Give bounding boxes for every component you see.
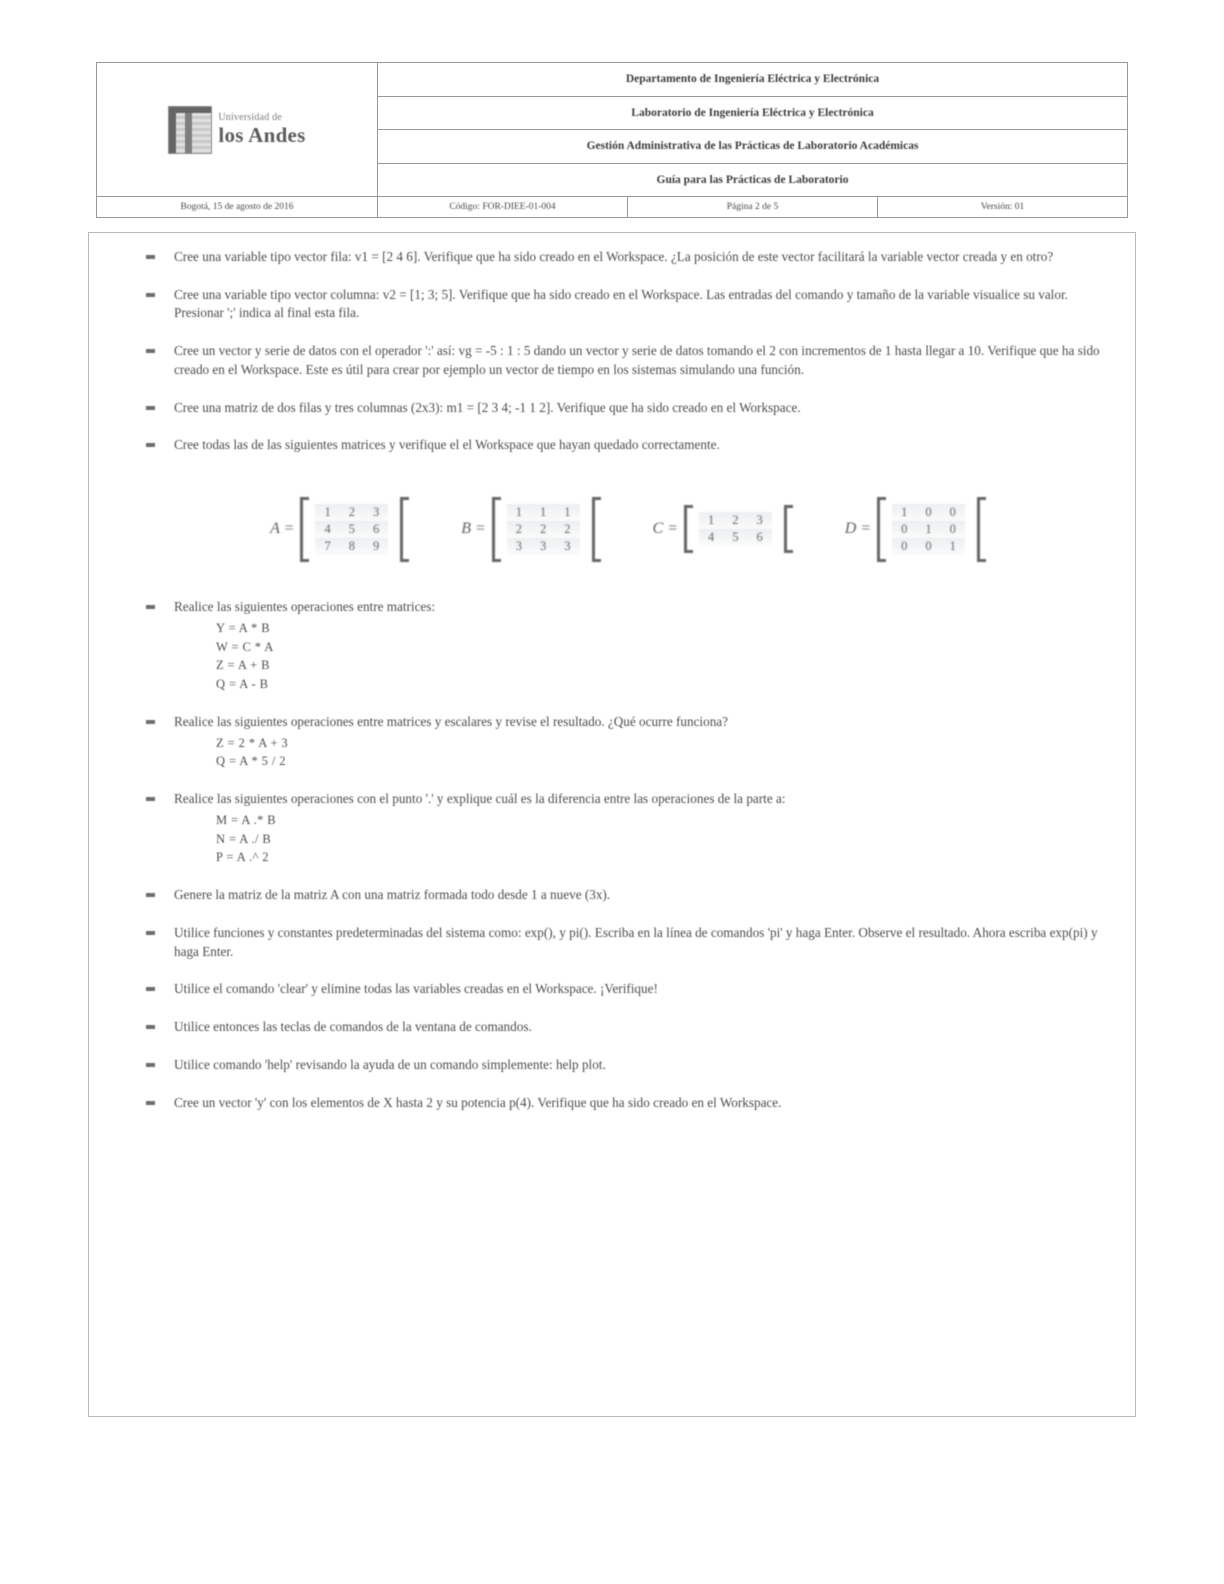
university-crest-icon [168, 106, 212, 154]
logo-line-2: los Andes [218, 122, 306, 147]
header-meta-page: Página 2 de 5 [628, 197, 878, 218]
instruction-list-bottom [130, 598, 1120, 1112]
matrix-a-body: 1 2 3 4 5 6 7 8 9 [300, 500, 403, 559]
sublines [216, 811, 1120, 867]
list-item: Cree una matriz de dos filas y tres columnas (2x3): m1 = [2 3 4; -1 1 2]. Verifique que ha sido creado en el Workspace. [130, 399, 1120, 418]
list-item: Utilice entonces las teclas de comandos de la ventana de comandos. [130, 1018, 1120, 1037]
subline: Q = A * 5 / 2 [216, 754, 286, 769]
list-item: Cree una variable tipo vector fila: v1 = [2 4 6]. Verifique que ha sido creado en el Workspace. ¿La posición de este vector facilitará la variable vector creada y en otro? [130, 248, 1120, 267]
subline: Y = A * B [216, 620, 270, 635]
document-content [130, 248, 1120, 1131]
header-title-1: Departamento de Ingeniería Eléctrica y Electrónica [378, 63, 1128, 97]
document-header-table [96, 62, 1128, 218]
sublines [216, 619, 1120, 694]
matrix-a-label: A = [270, 520, 295, 538]
instruction-list-top [130, 248, 1120, 455]
list-item-text: Realice las siguientes operaciones entre matrices y escalares y revise el resultado. ¿Qué ocurre funciona? [174, 713, 728, 729]
list-item: Genere la matriz de la matriz A con una matriz formada todo desde 1 a nueve (3x). [130, 886, 1120, 905]
matrix-c [653, 508, 787, 550]
header-meta-code: Código: FOR-DIEE-01-004 [378, 197, 628, 218]
header-meta-date: Bogotá, 15 de agosto de 2016 [97, 197, 378, 218]
matrix-b [461, 500, 594, 559]
list-item [130, 598, 1120, 694]
matrix-a [270, 500, 403, 559]
logo-cell [97, 63, 378, 197]
matrix-d-body: 1 0 0 0 1 0 0 0 1 [877, 500, 980, 559]
list-item: Cree un vector y serie de datos con el operador ':' así: vg = -5 : 1 : 5 dando un vector y serie de datos tomando el 2 con incrementos de 1 hasta llegar a 10. Verifique que ha sido creado en el Workspace. Este es útil para crear por ejemplo un vector de tiempo en los sistemas simulando una función. [130, 342, 1120, 379]
subline: Q = A - B [216, 677, 269, 692]
list-item: Cree todas las de las siguientes matrices y verifique el el Workspace que hayan quedado correctamente. [130, 436, 1120, 455]
subline: Z = 2 * A + 3 [216, 735, 289, 750]
subline: M = A .* B [216, 812, 277, 827]
header-meta-version: Versión: 01 [878, 197, 1128, 218]
list-item-text: Realice las siguientes operaciones entre matrices: [174, 599, 436, 615]
header-title-4: Guía para las Prácticas de Laboratorio [378, 163, 1128, 197]
matrix-c-label: C = [652, 520, 678, 538]
matrix-b-body: 1 1 1 2 2 2 3 3 3 [492, 500, 595, 559]
list-item [130, 713, 1120, 771]
list-item: Utilice funciones y constantes predeterminadas del sistema como: exp(), y pi(). Escriba en la línea de comandos 'pi' y haga Enter. Observe el resultado. Ahora escriba exp(pi) y haga Enter. [130, 924, 1120, 961]
list-item: Utilice el comando 'clear' y elimine todas las variables creadas en el Workspace. ¡Verifique! [130, 980, 1120, 999]
list-item [130, 790, 1120, 867]
matrices-figure [130, 474, 1120, 584]
matrix-c-body: 1 2 3 4 5 6 [684, 508, 787, 550]
list-item-text: Realice las siguientes operaciones con el punto '.' y explique cuál es la diferencia entre las operaciones de la parte a: [174, 791, 786, 807]
subline: Z = A + B [216, 658, 270, 673]
header-title-2: Laboratorio de Ingeniería Eléctrica y Electrónica [378, 96, 1128, 130]
matrix-d-label: D = [844, 520, 872, 538]
subline: N = A ./ B [216, 831, 272, 846]
sublines [216, 734, 1120, 772]
list-item: Cree un vector 'y' con los elementos de X hasta 2 y su potencia p(4). Verifique que ha sido creado en el Workspace. [130, 1094, 1120, 1113]
logo-line-1: Universidad de [218, 112, 282, 124]
header-title-3: Gestión Administrativa de las Prácticas de Laboratorio Académicas [378, 130, 1128, 164]
university-logo [97, 106, 377, 154]
list-item: Cree una variable tipo vector columna: v2 = [1; 3; 5]. Verifique que ha sido creado en el Workspace. Las entradas del comando y tamaño de la variable visualice su valor. Presionar ';' indica al final esta fila. [130, 286, 1120, 323]
list-item: Utilice comando 'help' revisando la ayuda de un comando simplemente: help plot. [130, 1056, 1120, 1075]
subline: P = A .^ 2 [216, 850, 269, 865]
matrix-b-label: B = [461, 520, 486, 538]
subline: W = C * A [216, 639, 274, 654]
matrix-d [845, 500, 980, 559]
